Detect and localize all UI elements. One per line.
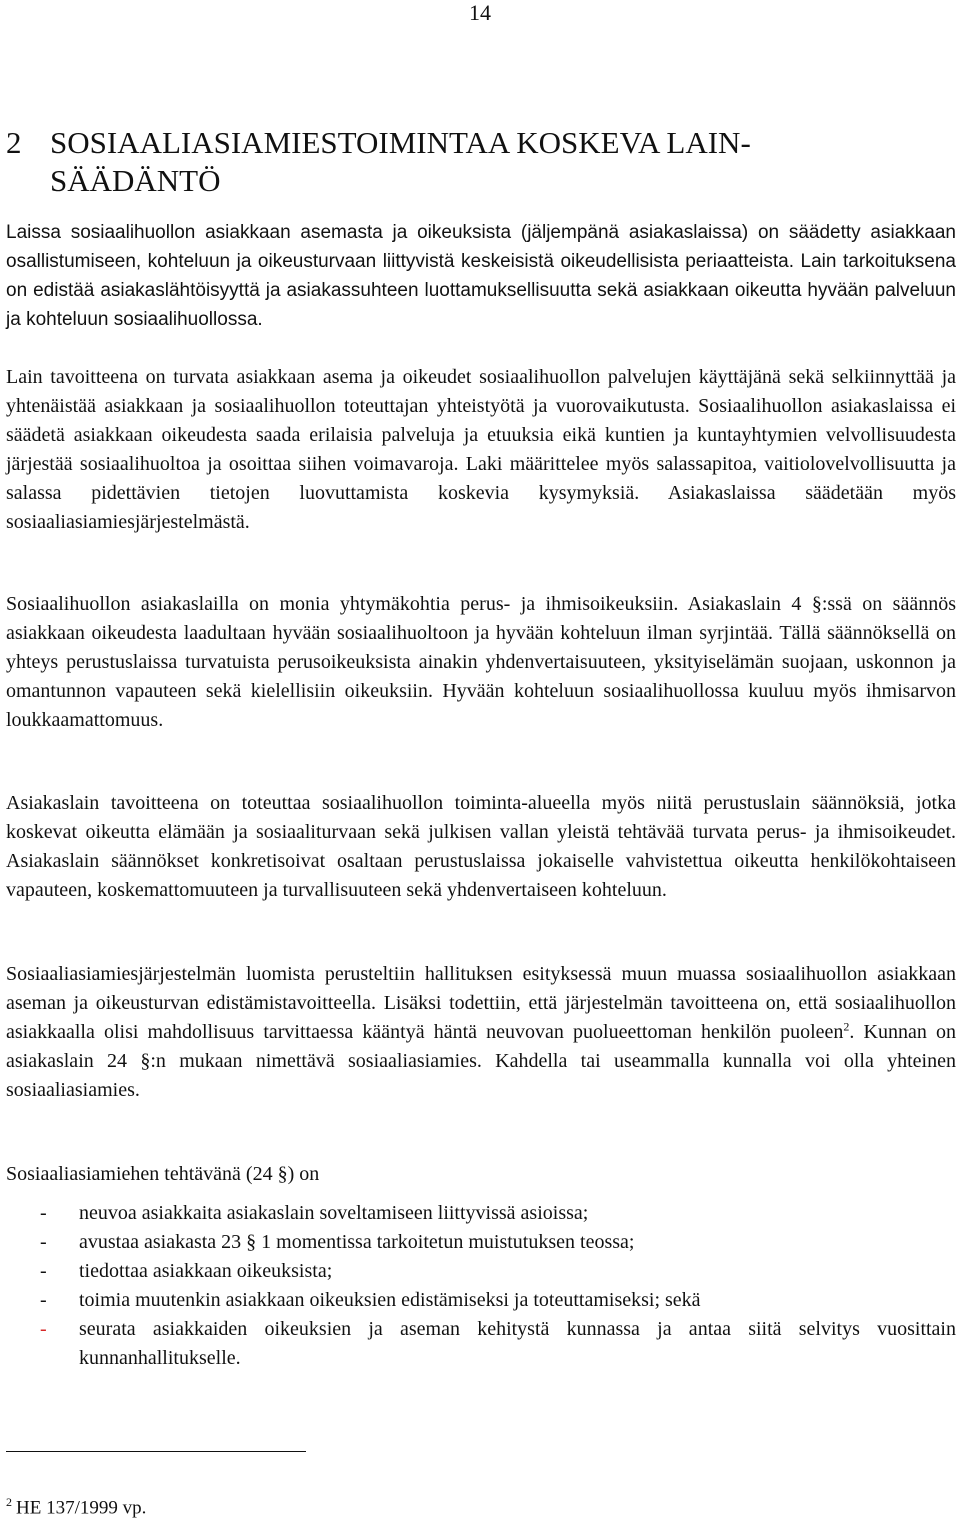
chapter-title-line-1: SOSIAALIASIAMIESTOIMINTAA KOSKEVA LAIN-: [50, 125, 751, 160]
list-bullet: -: [40, 1289, 47, 1311]
duties-list: [6, 1199, 956, 1373]
list-item-text: avustaa asiakasta 23 § 1 momentissa tarkoitetun muistutuksen teossa;: [79, 1231, 635, 1253]
paragraph-4: [6, 960, 956, 1105]
list-item: [6, 1199, 956, 1228]
footnote-mark: 2: [6, 1495, 12, 1509]
list-item-text: neuvoa asiakkaita asiakaslain soveltamiseen liittyvissä asioissa;: [79, 1202, 589, 1224]
paragraph-4-text: Sosiaaliasiamiesjärjestelmän luomista perusteltiin hallituksen esityksessä muun muassa sosiaalihuollon asiakkaan aseman ja oikeusturvan edistämistavoitteella. Lisäksi todettiin, että järjestelmän tavoitteena on, että sosiaalihuollon asiakkaalla olisi mahdollisuus tarvittaessa kääntyä häntä neuvovan puolueettoman henkilön puoleen: [6, 963, 956, 1043]
paragraph-2: Sosiaalihuollon asiakaslailla on monia yhtymäkohtia perus- ja ihmisoikeuksiin. Asiakaslain 4 §:ssä on säännös asiakkaan oikeudesta laadultaan hyvään sosiaalihuoltoon ja hyvään kohteluun ilman syrjintää. Tällä säännöksellä on yhteys perustuslaissa turvatuista perusoikeuksista ainakin yhdenvertaisuuteen, yksityiselämän suojaan, uskonnon ja omantunnon vapauteen sekä kielellisiin oikeuksiin. Hyvään kohteluun sosiaalihuollossa kuuluu myös ihmisarvon loukkaamattomuus.: [6, 593, 956, 731]
chapter-heading: [6, 124, 946, 200]
chapter-title-line-2: SÄÄDÄNTÖ: [50, 163, 221, 198]
paragraph-3: Asiakaslain tavoitteena on toteuttaa sosiaalihuollon toiminta-alueella myös niitä perustuslain säännöksiä, jotka koskevat oikeutta elämään ja sosiaaliturvaan sekä julkisen vallan yleistä tehtävää turvata perus- ja ihmisoikeudet. Asiakaslain säännökset konkretisoivat osaltaan perustuslaissa jokaiselle vahvistettua oikeutta henkilökohtaiseen vapauteen, koskemattomuuteen ja turvallisuuteen sekä yhdenvertaiseen kohteluun.: [6, 792, 956, 901]
intro-paragraph: Laissa sosiaalihuollon asiakkaan asemasta ja oikeuksista (jäljempänä asiakaslaissa) on säädetty asiakkaan osallistumiseen, kohteluun ja oikeusturvaan liittyvistä keskeisistä oikeudellisista periaatteista. Lain tarkoituksena on edistää asiakaslähtöisyyttä ja asiakassuhteen luottamuksellisuutta sekä asiakkaan oikeutta hyvään palveluun ja kohteluun sosiaalihuollossa.: [6, 222, 956, 330]
list-item: [6, 1315, 956, 1373]
footnote-divider: [6, 1451, 306, 1452]
footnote-reference[interactable]: 2: [843, 1019, 850, 1034]
list-bullet: -: [40, 1202, 47, 1224]
list-item: [6, 1257, 956, 1286]
list-item: [6, 1286, 956, 1315]
list-intro: Sosiaaliasiamiehen tehtävänä (24 §) on: [6, 1163, 320, 1185]
list-bullet: -: [40, 1260, 47, 1282]
chapter-number: 2: [6, 125, 22, 160]
list-item: [6, 1228, 956, 1257]
list-bullet: -: [40, 1318, 47, 1340]
list-bullet: -: [40, 1231, 47, 1253]
list-item-text: tiedottaa asiakkaan oikeuksista;: [79, 1260, 333, 1282]
footnote: [6, 1490, 146, 1520]
list-item-text: seurata asiakkaiden oikeuksien ja aseman kehitystä kunnassa ja antaa siitä selvitys vuosittain kunnanhallitukselle.: [79, 1318, 956, 1369]
footnote-text: HE 137/1999 vp.: [16, 1497, 147, 1519]
page-number: 14: [469, 0, 491, 25]
paragraph-1: Lain tavoitteena on turvata asiakkaan asema ja oikeudet sosiaalihuollon palvelujen käyttäjänä sekä selkiinnyttää ja yhtenäistää asiakkaan ja sosiaalihuollon toteuttajan yhteistyötä ja vuorovaikutusta. Sosiaalihuollon asiakaslaissa ei säädetä asiakkaan oikeudesta saada erilaisia palveluja ja etuuksia eikä kuntien ja kuntayhtymien velvollisuudesta järjestää sosiaalihuoltoa ja osoittaa siihen voimavaroja. Laki määrittelee myös salassapitoa, vaitiolovelvollisuutta ja salassa pidettävien tietojen luovuttamista koskevia kysymyksiä. Asiakaslaissa säädetään myös sosiaaliasiamiesjärjestelmästä.: [6, 366, 956, 533]
paragraph-4-text-continued: . Kunnan on asiakaslain 24 §:n mukaan nimettävä sosiaaliasiamies. Kahdella tai useammalla kunnalla voi olla yhteinen sosiaaliasiamies.: [6, 1021, 956, 1101]
list-item-text: toimia muutenkin asiakkaan oikeuksien edistämiseksi ja toteuttamiseksi; sekä: [79, 1289, 701, 1311]
